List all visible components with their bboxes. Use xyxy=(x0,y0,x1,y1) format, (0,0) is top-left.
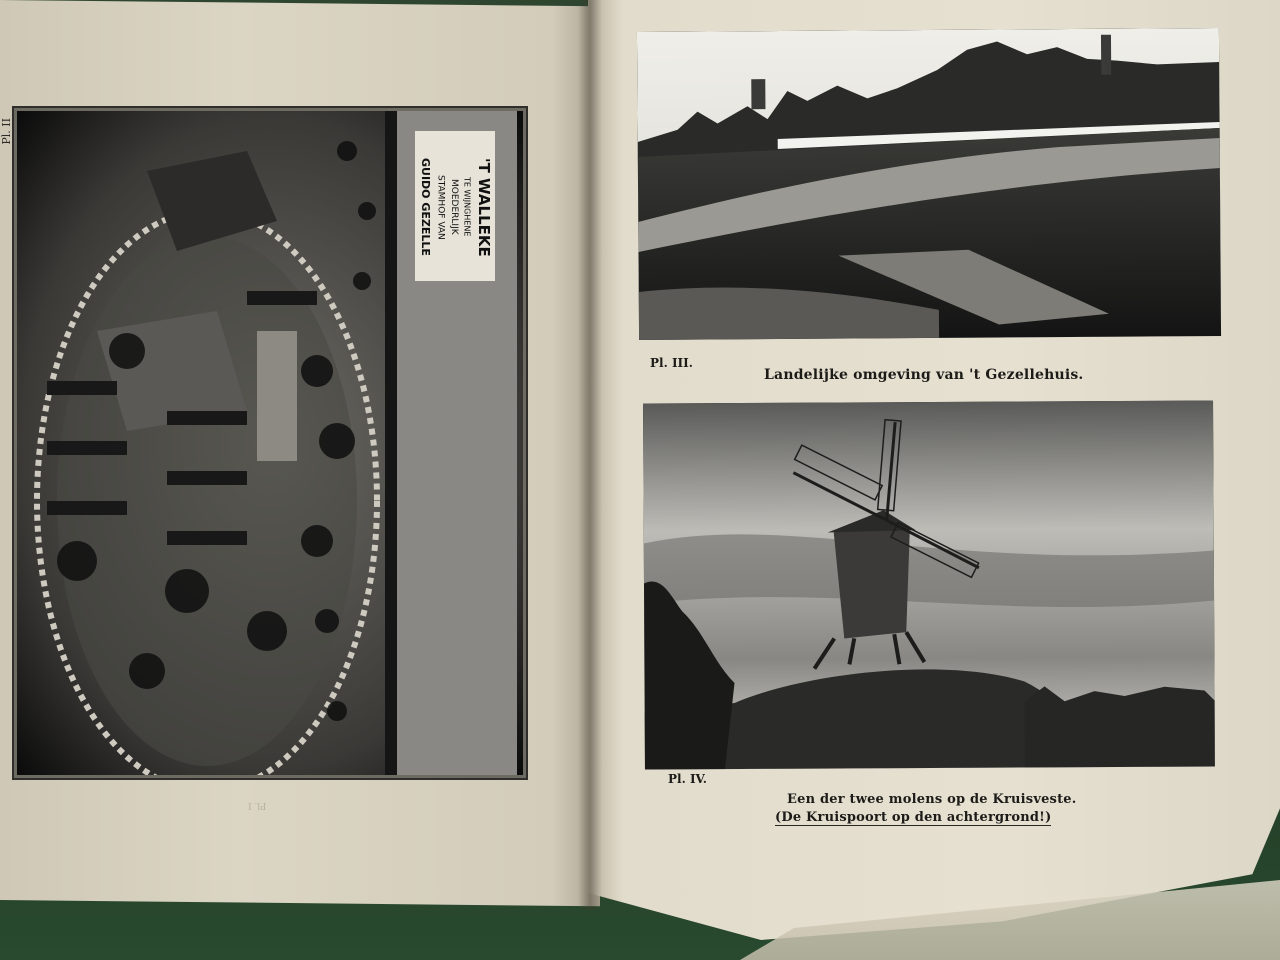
plate-walleke-drawing xyxy=(14,108,526,778)
windmill-image xyxy=(643,401,1215,770)
plate-sign-text xyxy=(417,133,495,281)
faint-plate-label: Pl. I xyxy=(248,800,267,810)
plate-4-caption-line-1: Een der twee molens op de Kruisveste. xyxy=(787,792,1077,807)
sign-line-1: 'T WALLEKE xyxy=(475,157,494,257)
plate-4-caption-line-2: (De Kruispoort op den achtergrond!) xyxy=(775,810,1052,825)
margin-plate-label: Pl. II xyxy=(0,118,13,145)
plate-3-caption: Landelijke omgeving van 't Gezellehuis. xyxy=(764,367,1084,383)
plate-3-label: Pl. III. xyxy=(650,356,693,370)
landscape-image xyxy=(637,28,1221,340)
sign-line-3: MOEDERLIJK xyxy=(448,179,459,235)
plate-4-label: Pl. IV. xyxy=(668,772,707,786)
plate-landscape-photo xyxy=(637,28,1221,340)
sign-line-5: GUIDO GEZELLE xyxy=(418,158,432,256)
plate-windmill-photo xyxy=(643,401,1215,770)
sign-line-2: TE WIJNGHENE xyxy=(462,177,472,237)
book-gutter xyxy=(578,0,602,910)
sign-line-4: STAMHOF VAN xyxy=(435,174,446,240)
